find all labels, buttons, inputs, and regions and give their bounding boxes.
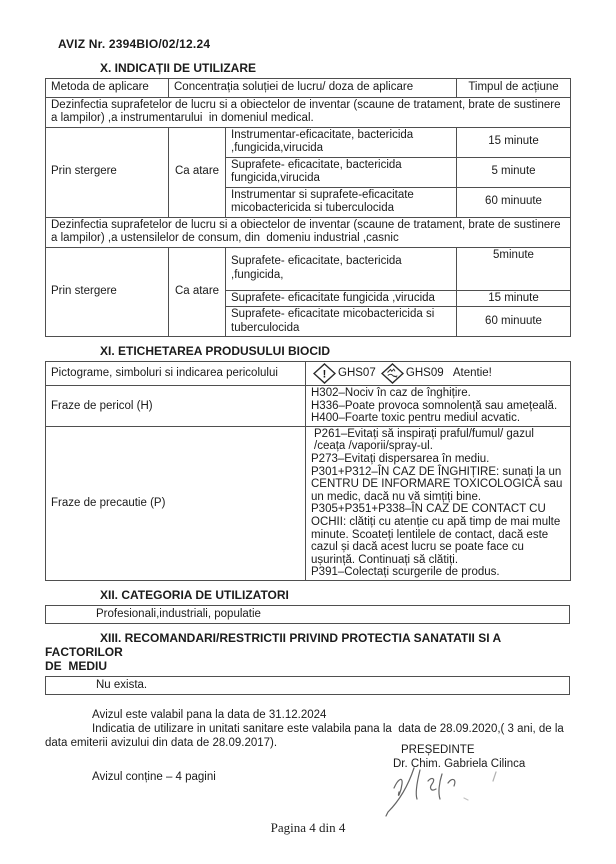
- signatory-role: PREȘEDINTE: [401, 744, 475, 756]
- usage-table: [45, 78, 571, 337]
- time-cell: 5minute: [457, 247, 571, 290]
- time-cell: 60 minuute: [457, 187, 571, 217]
- scope-text: Dezinfectia suprafetelor de lucru si a obiectelor de inventar (scaune de tratament, brate de sustinere a lampilor) ,a instrumentarului in domeniul medical.: [46, 97, 571, 127]
- scope-text: Dezinfectia suprafetelor de lucru si a obiectelor de inventar (scaune de tratament, brate de sustinere a lampilor) ,a ustensilelor de consum, din domeniu industrial ,casnic: [46, 217, 571, 247]
- col-header-concentration: Concentrația soluției de lucru/ doza de aplicare: [169, 79, 457, 98]
- efficacy-cell: Suprafete- eficacitate, bactericida ,fungicida,: [226, 247, 457, 290]
- table-row: [46, 127, 571, 157]
- time-cell: 60 minuute: [457, 307, 571, 337]
- validity-paragraph: Avizul este valabil pana la data de 31.12.2024: [92, 708, 327, 721]
- section-xiii-heading: [45, 631, 570, 673]
- hazard-phrase: H302–Nociv în caz de înghițire.: [311, 387, 471, 399]
- pictograms-label: Pictograme, simboluri si indicarea pericolului: [46, 362, 306, 386]
- time-cell: 15 minute: [457, 127, 571, 157]
- ghs09-environment-icon: [381, 363, 404, 384]
- table-row: [46, 247, 571, 290]
- precaution-phrases-row: [46, 426, 571, 580]
- precaution-phrase: P273–Evitați dispersarea în mediu.: [311, 452, 490, 465]
- precaution-phrases: [306, 426, 571, 580]
- precaution-phrase: P305+P351+P338–ÎN CAZ DE CONTACT CU OCHII: clătiți cu atenție cu apă timp de mai multe minute. Scoateți lentilele de contact, dacă este cazul și dacă acest lucru se poate face cu ușurință. Continuați să clătiți.: [311, 503, 561, 566]
- scope-row-medical: [46, 97, 571, 127]
- hazard-label: Fraze de pericol (H): [46, 386, 306, 427]
- scope-row-industrial: [46, 217, 571, 247]
- page-number: Pagina 4 din 4: [270, 820, 346, 835]
- section-xi-heading: XI. ETICHETAREA PRODUSULUI BIOCID: [100, 344, 331, 358]
- col-header-time: Timpul de acțiune: [457, 79, 571, 98]
- users-category-box: Profesionali,industriali, populatie: [45, 605, 570, 624]
- hazard-phrases-row: [46, 386, 571, 427]
- indication-paragraph: Indicatia de utilizare in unitati sanitare este valabila pana la data de 28.09.2020,( 3 ani, de la data emiterii avizului din data de 28.09.2017).: [45, 722, 564, 749]
- precaution-label: Fraze de precautie (P): [46, 426, 306, 580]
- efficacy-cell: Suprafete- eficacitate micobactericida si tuberculocida: [226, 307, 457, 337]
- time-cell: 5 minute: [457, 157, 571, 187]
- usage-table-header-row: [46, 79, 571, 98]
- efficacy-cell: Suprafete- eficacitate fungicida ,virucida: [226, 290, 457, 307]
- ghs07-label: GHS07: [338, 367, 376, 380]
- handwritten-signature: [368, 760, 508, 825]
- form-cell: Ca atare: [169, 247, 226, 337]
- restrictions-box: Nu exista.: [45, 676, 570, 695]
- time-cell: 15 minute: [457, 290, 571, 307]
- heading-line1: XIII. RECOMANDARI/RESTRICTII PRIVIND PROTECTIA SANATATII SI A FACTORILOR: [45, 630, 501, 659]
- precaution-phrase: P261–Evitați să inspirați praful/fumul/ gazul /ceața /vaporii/spray-ul.: [314, 427, 534, 453]
- pages-count-line: Avizul conține – 4 pagini: [92, 770, 216, 783]
- efficacy-cell: Suprafete- eficacitate, bactericida fungicida,virucida: [226, 157, 457, 187]
- ghs09-label: GHS09: [405, 367, 444, 380]
- heading-line2: DE MEDIU: [45, 658, 108, 673]
- hazard-phrase: H336–Poate provoca somnolență sau amețeală.: [311, 399, 558, 412]
- pictograms-row: [46, 362, 571, 386]
- signatory-name: Dr. Chim. Gabriela Cilinca: [393, 758, 526, 770]
- efficacy-cell: Instrumentar si suprafete-eficacitate micobactericida si tuberculocida: [226, 187, 457, 217]
- efficacy-cell: Instrumentar-eficacitate, bactericida ,fungicida,virucida: [226, 127, 457, 157]
- svg-text:!: !: [322, 368, 327, 381]
- ghs07-exclamation-icon: [313, 363, 336, 384]
- precaution-phrase: P391–Colectați scurgerile de produs.: [311, 566, 500, 579]
- hazard-phrases: [306, 386, 571, 427]
- warning-word: Atentie!: [452, 367, 492, 380]
- section-x-heading: X. INDICAȚII DE UTILIZARE: [100, 61, 256, 75]
- labelling-table: [45, 361, 571, 581]
- form-cell: Ca atare: [169, 127, 226, 217]
- col-header-method: Metoda de aplicare: [46, 79, 169, 98]
- precaution-phrase: P301+P312–ÎN CAZ DE ÎNGHIȚIRE: sunați la un CENTRU DE INFORMARE TOXICOLOGICĂ sau un medic, dacă nu vă simțiți bine.: [311, 465, 563, 503]
- hazard-phrase: H400–Foarte toxic pentru mediul acvatic.: [311, 412, 521, 425]
- aviz-number: AVIZ Nr. 2394BIO/02/12.24: [58, 37, 211, 51]
- method-cell: Prin stergere: [46, 127, 169, 217]
- section-xii-heading: XII. CATEGORIA DE UTILIZATORI: [100, 587, 289, 602]
- pictograms-value: [306, 362, 571, 386]
- method-cell: Prin stergere: [46, 247, 169, 337]
